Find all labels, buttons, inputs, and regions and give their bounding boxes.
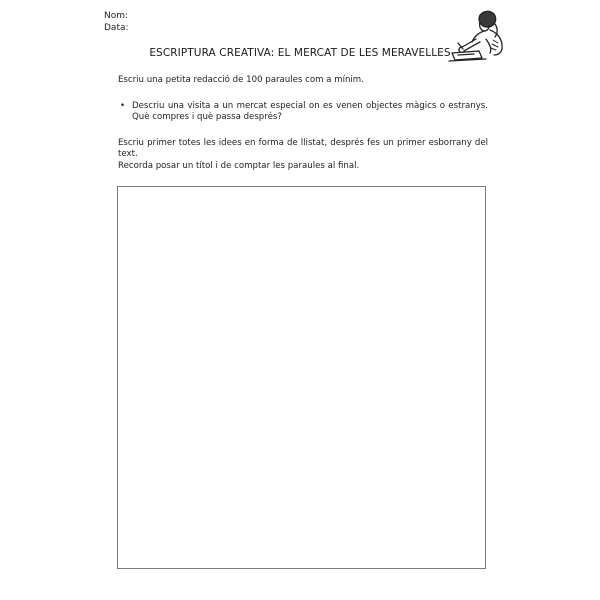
page-title: ESCRIPTURA CREATIVA: EL MERCAT DE LES MERAVELLES <box>149 47 451 59</box>
writing-area <box>117 186 486 569</box>
prompt-text: Descriu una visita a un mercat especial on es venen objectes màgics o estranys. Què compres i què passa després? <box>132 100 488 122</box>
instructions-text <box>118 138 488 173</box>
prompt-list <box>118 101 488 124</box>
name-label: Nom: <box>104 11 129 21</box>
instructions-block <box>118 75 488 172</box>
prompt-item <box>118 101 488 124</box>
instruction-line-2: Recorda posar un títol i de comptar les paraules al final. <box>118 160 360 171</box>
header-fields <box>104 10 129 34</box>
intro-text: Escriu una petita redacció de 100 paraules com a mínim. <box>118 75 364 85</box>
instruction-line-1: Escriu primer totes les idees en forma de llistat, després fes un primer esborrany del text. <box>118 137 488 159</box>
bullet-icon: • <box>120 100 126 111</box>
date-label: Data: <box>104 23 129 33</box>
